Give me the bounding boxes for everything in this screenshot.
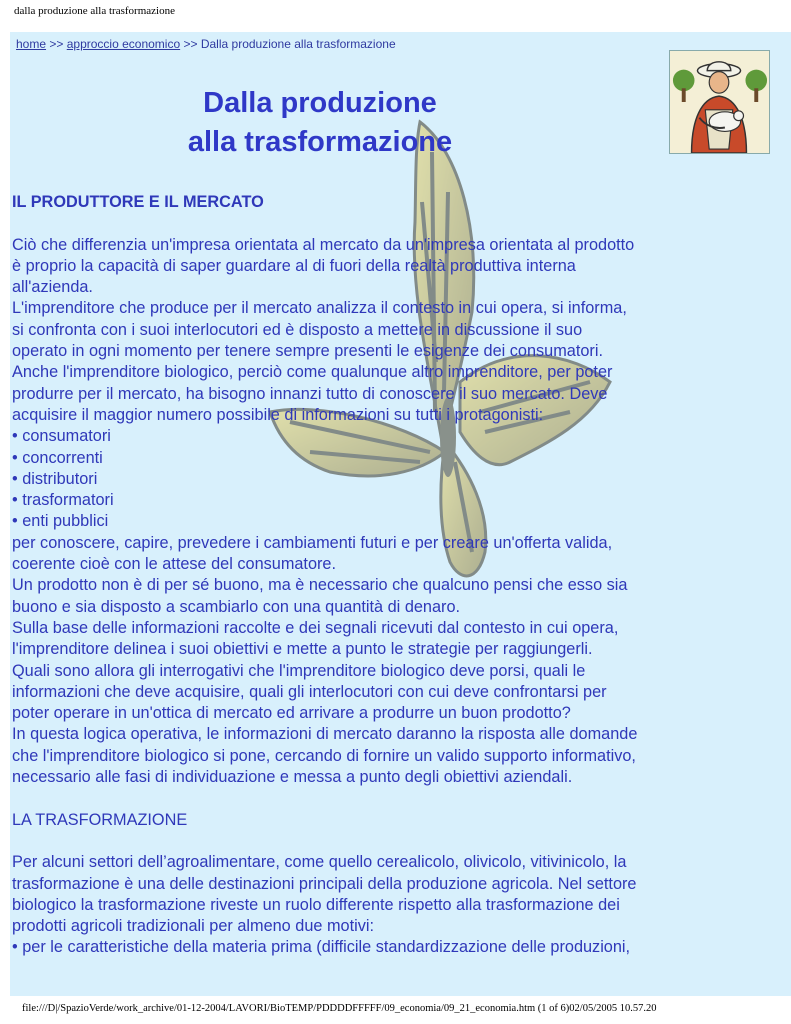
text-line: è proprio la capacità di saper guardare al di fuori della realtà produttiva interna (12, 256, 576, 275)
text-line: si confronta con i suoi interlocutori ed è disposto a mettere in discussione il suo (12, 320, 583, 339)
section-heading: LA TRASFORMAZIONE (12, 810, 188, 829)
text-line: trasformazione è una delle destinazioni principali della produzione agricola. Nel settore (12, 874, 637, 893)
breadcrumb-home-link[interactable]: home (16, 37, 47, 51)
text-line: operato in ogni momento per tenere sempre presenti le esigenze dei consumatori. (12, 342, 603, 361)
text-line: • consumatori (12, 427, 111, 446)
text-line: • enti pubblici (12, 512, 109, 531)
text-line: • trasformatori (12, 491, 114, 510)
page-title (120, 84, 520, 162)
farmer-logo-image (669, 50, 770, 154)
text-line: produrre per il mercato, ha bisogno innanzi tutto di conoscere il suo mercato. Deve (12, 384, 608, 403)
text-line: acquisire il maggior numero possibile di informazioni su tutti i protagonisti: (12, 405, 544, 424)
text-line: prodotti agricoli tradizionali per almeno due motivi: (12, 917, 374, 936)
text-line: Ciò che differenzia un'impresa orientata al mercato da un'impresa orientata al prodotto (12, 235, 635, 254)
print-header: dalla produzione alla trasformazione (14, 5, 175, 17)
article-content (12, 192, 712, 959)
text-line: Per alcuni settori dell’agroalimentare, come quello cerealicolo, olivicolo, vitivinicolo, la (12, 853, 627, 872)
page-body (10, 32, 791, 996)
text-line: poter operare in un'ottica di mercato ed arrivare a produrre un buon prodotto? (12, 704, 571, 723)
text-line: Quali sono allora gli interrogativi che l'imprenditore biologico deve porsi, quali le (12, 661, 586, 680)
breadcrumb-approccio-link[interactable]: approccio economico (66, 37, 181, 51)
text-line: • concorrenti (12, 448, 103, 467)
text-line: Un prodotto non è di per sé buono, ma è necessario che qualcuno pensi che esso sia (12, 576, 628, 595)
breadcrumb (16, 37, 396, 51)
section-body (12, 235, 712, 789)
text-line: l'imprenditore delinea i suoi obiettivi e mette a punto le strategie per raggiungerli. (12, 640, 593, 659)
page-title-line: Dalla produzione (203, 87, 437, 119)
text-line: Sulla base delle informazioni raccolte e dei segnali ricevuti dal contesto in cui opera, (12, 618, 619, 637)
print-footer: file:///D|/SpazioVerde/work_archive/01-12-2004/LAVORI/BioTEMP/PDDDDFFFFF/09_economia/09_21_economia.htm (1 of 6)02/05/2005 10.57.20 (22, 1003, 657, 1014)
text-line: informazioni che deve acquisire, quali gli interlocutori con cui deve confrontarsi per (12, 682, 607, 701)
section-heading: IL PRODUTTORE E IL MERCATO (12, 193, 264, 211)
page-title-line: alla trasformazione (187, 126, 453, 158)
breadcrumb-separator: >> (49, 37, 64, 51)
text-line: • per le caratteristiche della materia prima (difficile standardizzazione delle produzioni, (12, 938, 631, 957)
text-line: In questa logica operativa, le informazioni di mercato daranno la risposta alle domande (12, 725, 638, 744)
breadcrumb-current: Dalla produzione alla trasformazione (200, 37, 396, 51)
text-line: L'imprenditore che produce per il mercato analizza il contesto in cui opera, si informa, (12, 299, 627, 318)
text-line: che l'imprenditore biologico si pone, cercando di fornire un valido supporto informativo, (12, 746, 636, 765)
text-line: • distributori (12, 469, 98, 488)
text-line: per conoscere, capire, prevedere i cambiamenti futuri e per creare un'offerta valida, (12, 533, 613, 552)
section-body (12, 852, 712, 958)
text-line: buono e sia disposto a scambiarlo con una quantità di denaro. (12, 597, 461, 616)
text-line: necessario alle fasi di individuazione e messa a punto degli obiettivi aziendali. (12, 768, 573, 787)
text-line: all'azienda. (12, 278, 93, 297)
text-line: biologico la trasformazione riveste un ruolo differente rispetto alla trasformazione dei (12, 895, 620, 914)
text-line: Anche l'imprenditore biologico, perciò come qualunque altro imprenditore, per poter (12, 363, 613, 382)
breadcrumb-separator: >> (183, 37, 198, 51)
text-line: coerente cioè con le attese del consumatore. (12, 555, 337, 574)
